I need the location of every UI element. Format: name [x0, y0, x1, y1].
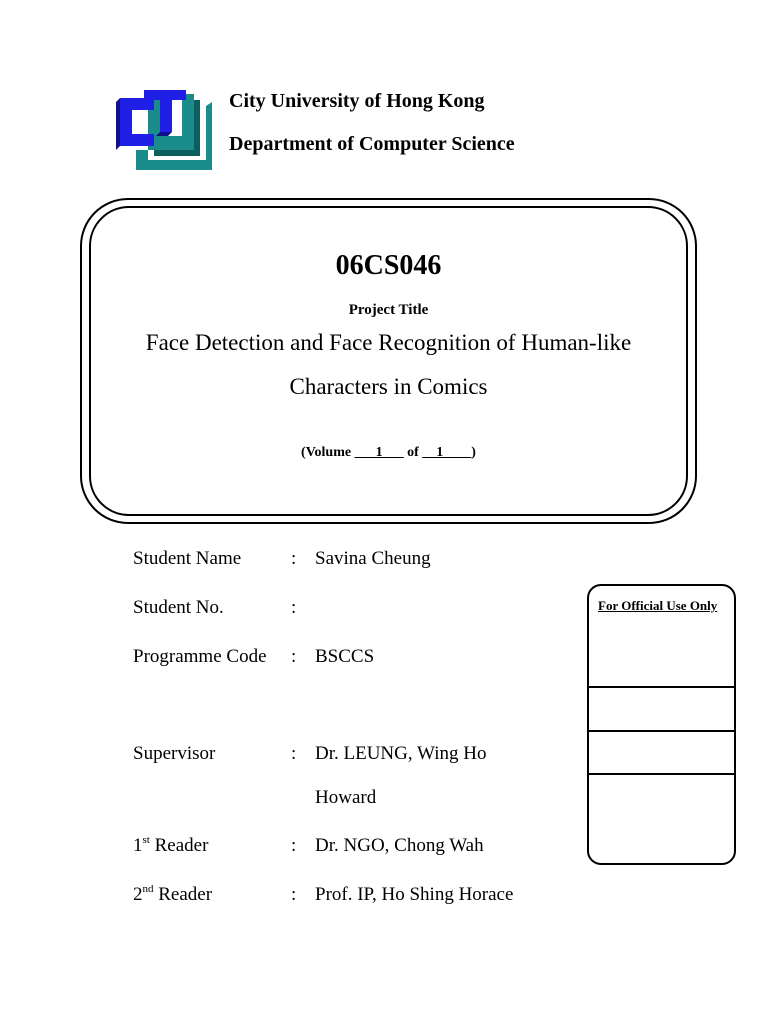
- student-name-value: Savina Cheung: [315, 548, 431, 569]
- official-use-divider: [589, 730, 736, 732]
- supervisor-value-line1: Dr. LEUNG, Wing Ho: [315, 743, 487, 764]
- first-reader-suffix: st: [142, 834, 150, 846]
- second-reader-number: 2: [133, 884, 143, 905]
- first-reader-number: 1: [133, 835, 143, 856]
- department-name: Department of Computer Science: [229, 133, 515, 155]
- first-reader-value: Dr. NGO, Chong Wah: [315, 835, 484, 856]
- student-name-label: Student Name: [133, 548, 242, 569]
- second-reader-colon: :: [291, 884, 297, 905]
- project-code: 06CS046: [335, 250, 442, 281]
- first-reader-colon: :: [291, 835, 297, 856]
- first-reader-label: [133, 835, 208, 857]
- student-no-label: Student No.: [133, 597, 224, 618]
- volume-of: of: [403, 445, 423, 460]
- supervisor-colon: :: [291, 743, 297, 764]
- supervisor-value-line2: Howard: [315, 787, 377, 808]
- official-use-label: For Official Use Only: [598, 598, 718, 613]
- student-no-colon: :: [291, 597, 297, 618]
- project-title-line2: Characters in Comics: [289, 374, 488, 399]
- second-reader-suffix: nd: [142, 883, 154, 895]
- project-title-line1: Face Detection and Face Recognition of Human-like: [145, 330, 632, 355]
- volume-total: __1____: [422, 445, 472, 460]
- second-reader-label: [133, 884, 212, 906]
- volume-prefix: (Volume: [301, 445, 355, 460]
- volume-number: ___1___: [354, 445, 404, 460]
- official-use-divider: [589, 686, 736, 688]
- first-reader-text: Reader: [149, 835, 209, 856]
- programme-code-label: Programme Code: [133, 646, 267, 667]
- supervisor-label: Supervisor: [133, 743, 216, 764]
- project-title-label: Project Title: [348, 302, 429, 318]
- second-reader-text: Reader: [153, 884, 213, 905]
- second-reader-value: Prof. IP, Ho Shing Horace: [315, 884, 514, 905]
- volume-suffix: ): [471, 445, 476, 460]
- programme-code-value: BSCCS: [315, 646, 375, 667]
- student-name-colon: :: [291, 548, 297, 569]
- volume-info: [89, 445, 688, 461]
- official-use-box: [587, 584, 736, 865]
- university-name: City University of Hong Kong: [229, 90, 485, 112]
- official-use-divider: [589, 773, 736, 775]
- university-logo: [114, 84, 216, 178]
- programme-code-colon: :: [291, 646, 297, 667]
